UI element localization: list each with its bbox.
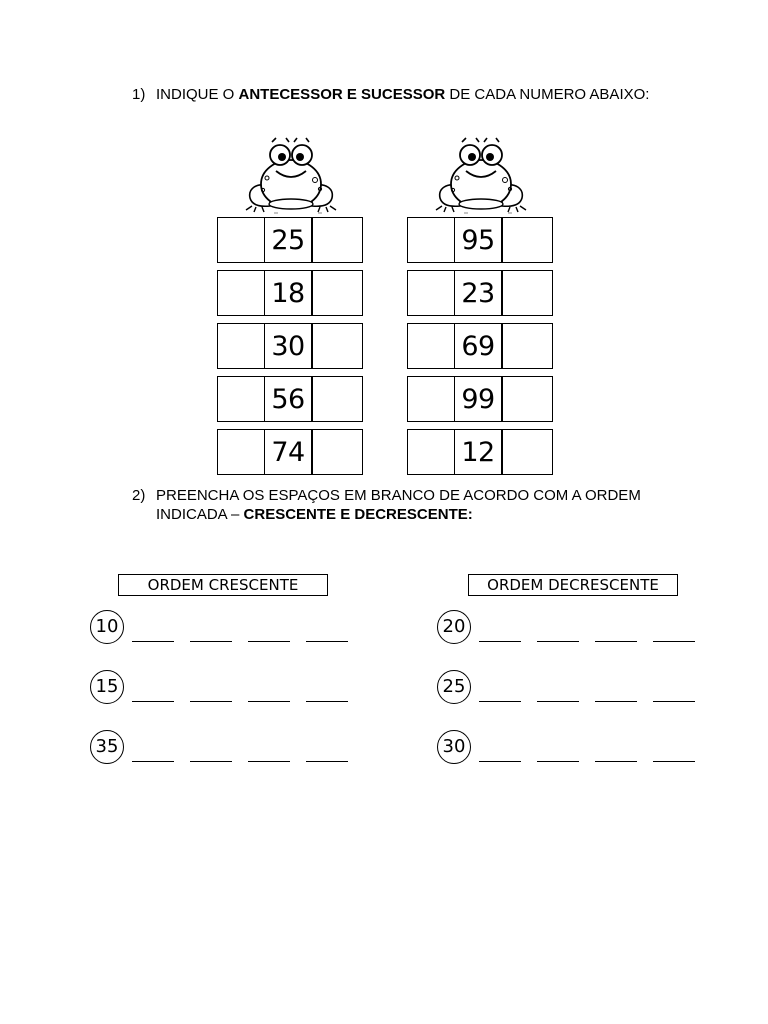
- number-value: 56: [271, 384, 305, 415]
- successor-box[interactable]: [502, 376, 553, 422]
- predecessor-box[interactable]: [217, 429, 265, 475]
- question-2-text: [156, 486, 652, 524]
- predecessor-box[interactable]: [407, 217, 455, 263]
- number-box: [264, 323, 312, 369]
- number-value: 12: [461, 437, 495, 468]
- answer-blank[interactable]: [306, 701, 348, 702]
- answer-blank[interactable]: [248, 761, 290, 762]
- question-1-text-after: DE CADA NUMERO ABAIXO:: [445, 86, 650, 103]
- question-1-text: [156, 85, 652, 104]
- answer-blank[interactable]: [479, 701, 521, 702]
- predecessor-box[interactable]: [217, 323, 265, 369]
- answer-blank[interactable]: [132, 641, 174, 642]
- number-row: [407, 270, 553, 316]
- answer-blank[interactable]: [306, 641, 348, 642]
- start-number-circle: 15: [90, 670, 124, 704]
- question-2: [132, 486, 652, 524]
- question-1-number: 1): [132, 86, 146, 103]
- predecessor-box[interactable]: [217, 376, 265, 422]
- number-row: [217, 217, 363, 263]
- answer-blank[interactable]: [190, 761, 232, 762]
- number-value: 74: [271, 437, 305, 468]
- answer-blank[interactable]: [479, 641, 521, 642]
- number-box: [264, 376, 312, 422]
- number-row: [217, 429, 363, 475]
- number-box: [264, 217, 312, 263]
- number-row: [217, 323, 363, 369]
- start-number-circle: 30: [437, 730, 471, 764]
- number-box: [454, 217, 502, 263]
- answer-blank[interactable]: [132, 761, 174, 762]
- number-row: [407, 429, 553, 475]
- number-box: [264, 429, 312, 475]
- frog-icon: [236, 134, 346, 214]
- answer-blank[interactable]: [479, 761, 521, 762]
- number-value: 25: [271, 225, 305, 256]
- number-value: 23: [461, 278, 495, 309]
- successor-box[interactable]: [312, 217, 363, 263]
- question-1-text-bold: ANTECESSOR E SUCESSOR: [238, 86, 446, 103]
- crescente-sequence-row: [90, 670, 352, 706]
- answer-blank[interactable]: [248, 641, 290, 642]
- decrescente-sequence-row: [437, 670, 699, 706]
- question-2-text-bold: CRESCENTE E DECRESCENTE:: [243, 506, 473, 523]
- answer-blank[interactable]: [306, 761, 348, 762]
- answer-blank[interactable]: [595, 701, 637, 702]
- number-box: [454, 429, 502, 475]
- number-value: 69: [461, 331, 495, 362]
- answer-blank[interactable]: [653, 701, 695, 702]
- crescente-sequence-row: [90, 610, 352, 646]
- start-number-circle: 20: [437, 610, 471, 644]
- number-row: [217, 376, 363, 422]
- successor-box[interactable]: [502, 270, 553, 316]
- predecessor-box[interactable]: [407, 270, 455, 316]
- question-2-text-before: PREENCHA OS ESPAÇOS EM BRANCO DE ACORDO COM A ORDEM INDICADA –: [156, 487, 641, 523]
- answer-blank[interactable]: [248, 701, 290, 702]
- answer-blank[interactable]: [537, 761, 579, 762]
- crescente-sequence-row: [90, 730, 352, 766]
- decrescente-title: ORDEM DECRESCENTE: [468, 574, 678, 596]
- number-value: 30: [271, 331, 305, 362]
- successor-box[interactable]: [502, 217, 553, 263]
- start-number-circle: 35: [90, 730, 124, 764]
- successor-box[interactable]: [502, 323, 553, 369]
- predecessor-box[interactable]: [407, 429, 455, 475]
- answer-blank[interactable]: [653, 641, 695, 642]
- successor-box[interactable]: [312, 376, 363, 422]
- answer-blank[interactable]: [653, 761, 695, 762]
- predecessor-box[interactable]: [407, 376, 455, 422]
- number-value: 95: [461, 225, 495, 256]
- question-1-text-before: INDIQUE O: [156, 86, 239, 103]
- successor-box[interactable]: [312, 270, 363, 316]
- number-box: [454, 323, 502, 369]
- answer-blank[interactable]: [132, 701, 174, 702]
- predecessor-box[interactable]: [217, 270, 265, 316]
- successor-box[interactable]: [502, 429, 553, 475]
- number-row: [217, 270, 363, 316]
- answer-blank[interactable]: [537, 641, 579, 642]
- successor-box[interactable]: [312, 323, 363, 369]
- number-box: [454, 270, 502, 316]
- number-value: 18: [271, 278, 305, 309]
- answer-blank[interactable]: [595, 641, 637, 642]
- start-number-circle: 10: [90, 610, 124, 644]
- start-number-circle: 25: [437, 670, 471, 704]
- frog-icon: [426, 134, 536, 214]
- predecessor-box[interactable]: [407, 323, 455, 369]
- question-2-number: 2): [132, 487, 146, 504]
- number-row: [407, 217, 553, 263]
- number-box: [264, 270, 312, 316]
- number-row: [407, 323, 553, 369]
- answer-blank[interactable]: [190, 701, 232, 702]
- decrescente-sequence-row: [437, 730, 699, 766]
- answer-blank[interactable]: [595, 761, 637, 762]
- number-value: 99: [461, 384, 495, 415]
- answer-blank[interactable]: [190, 641, 232, 642]
- number-row: [407, 376, 553, 422]
- question-1: [132, 85, 652, 104]
- crescente-title: ORDEM CRESCENTE: [118, 574, 328, 596]
- answer-blank[interactable]: [537, 701, 579, 702]
- decrescente-sequence-row: [437, 610, 699, 646]
- number-box: [454, 376, 502, 422]
- predecessor-box[interactable]: [217, 217, 265, 263]
- successor-box[interactable]: [312, 429, 363, 475]
